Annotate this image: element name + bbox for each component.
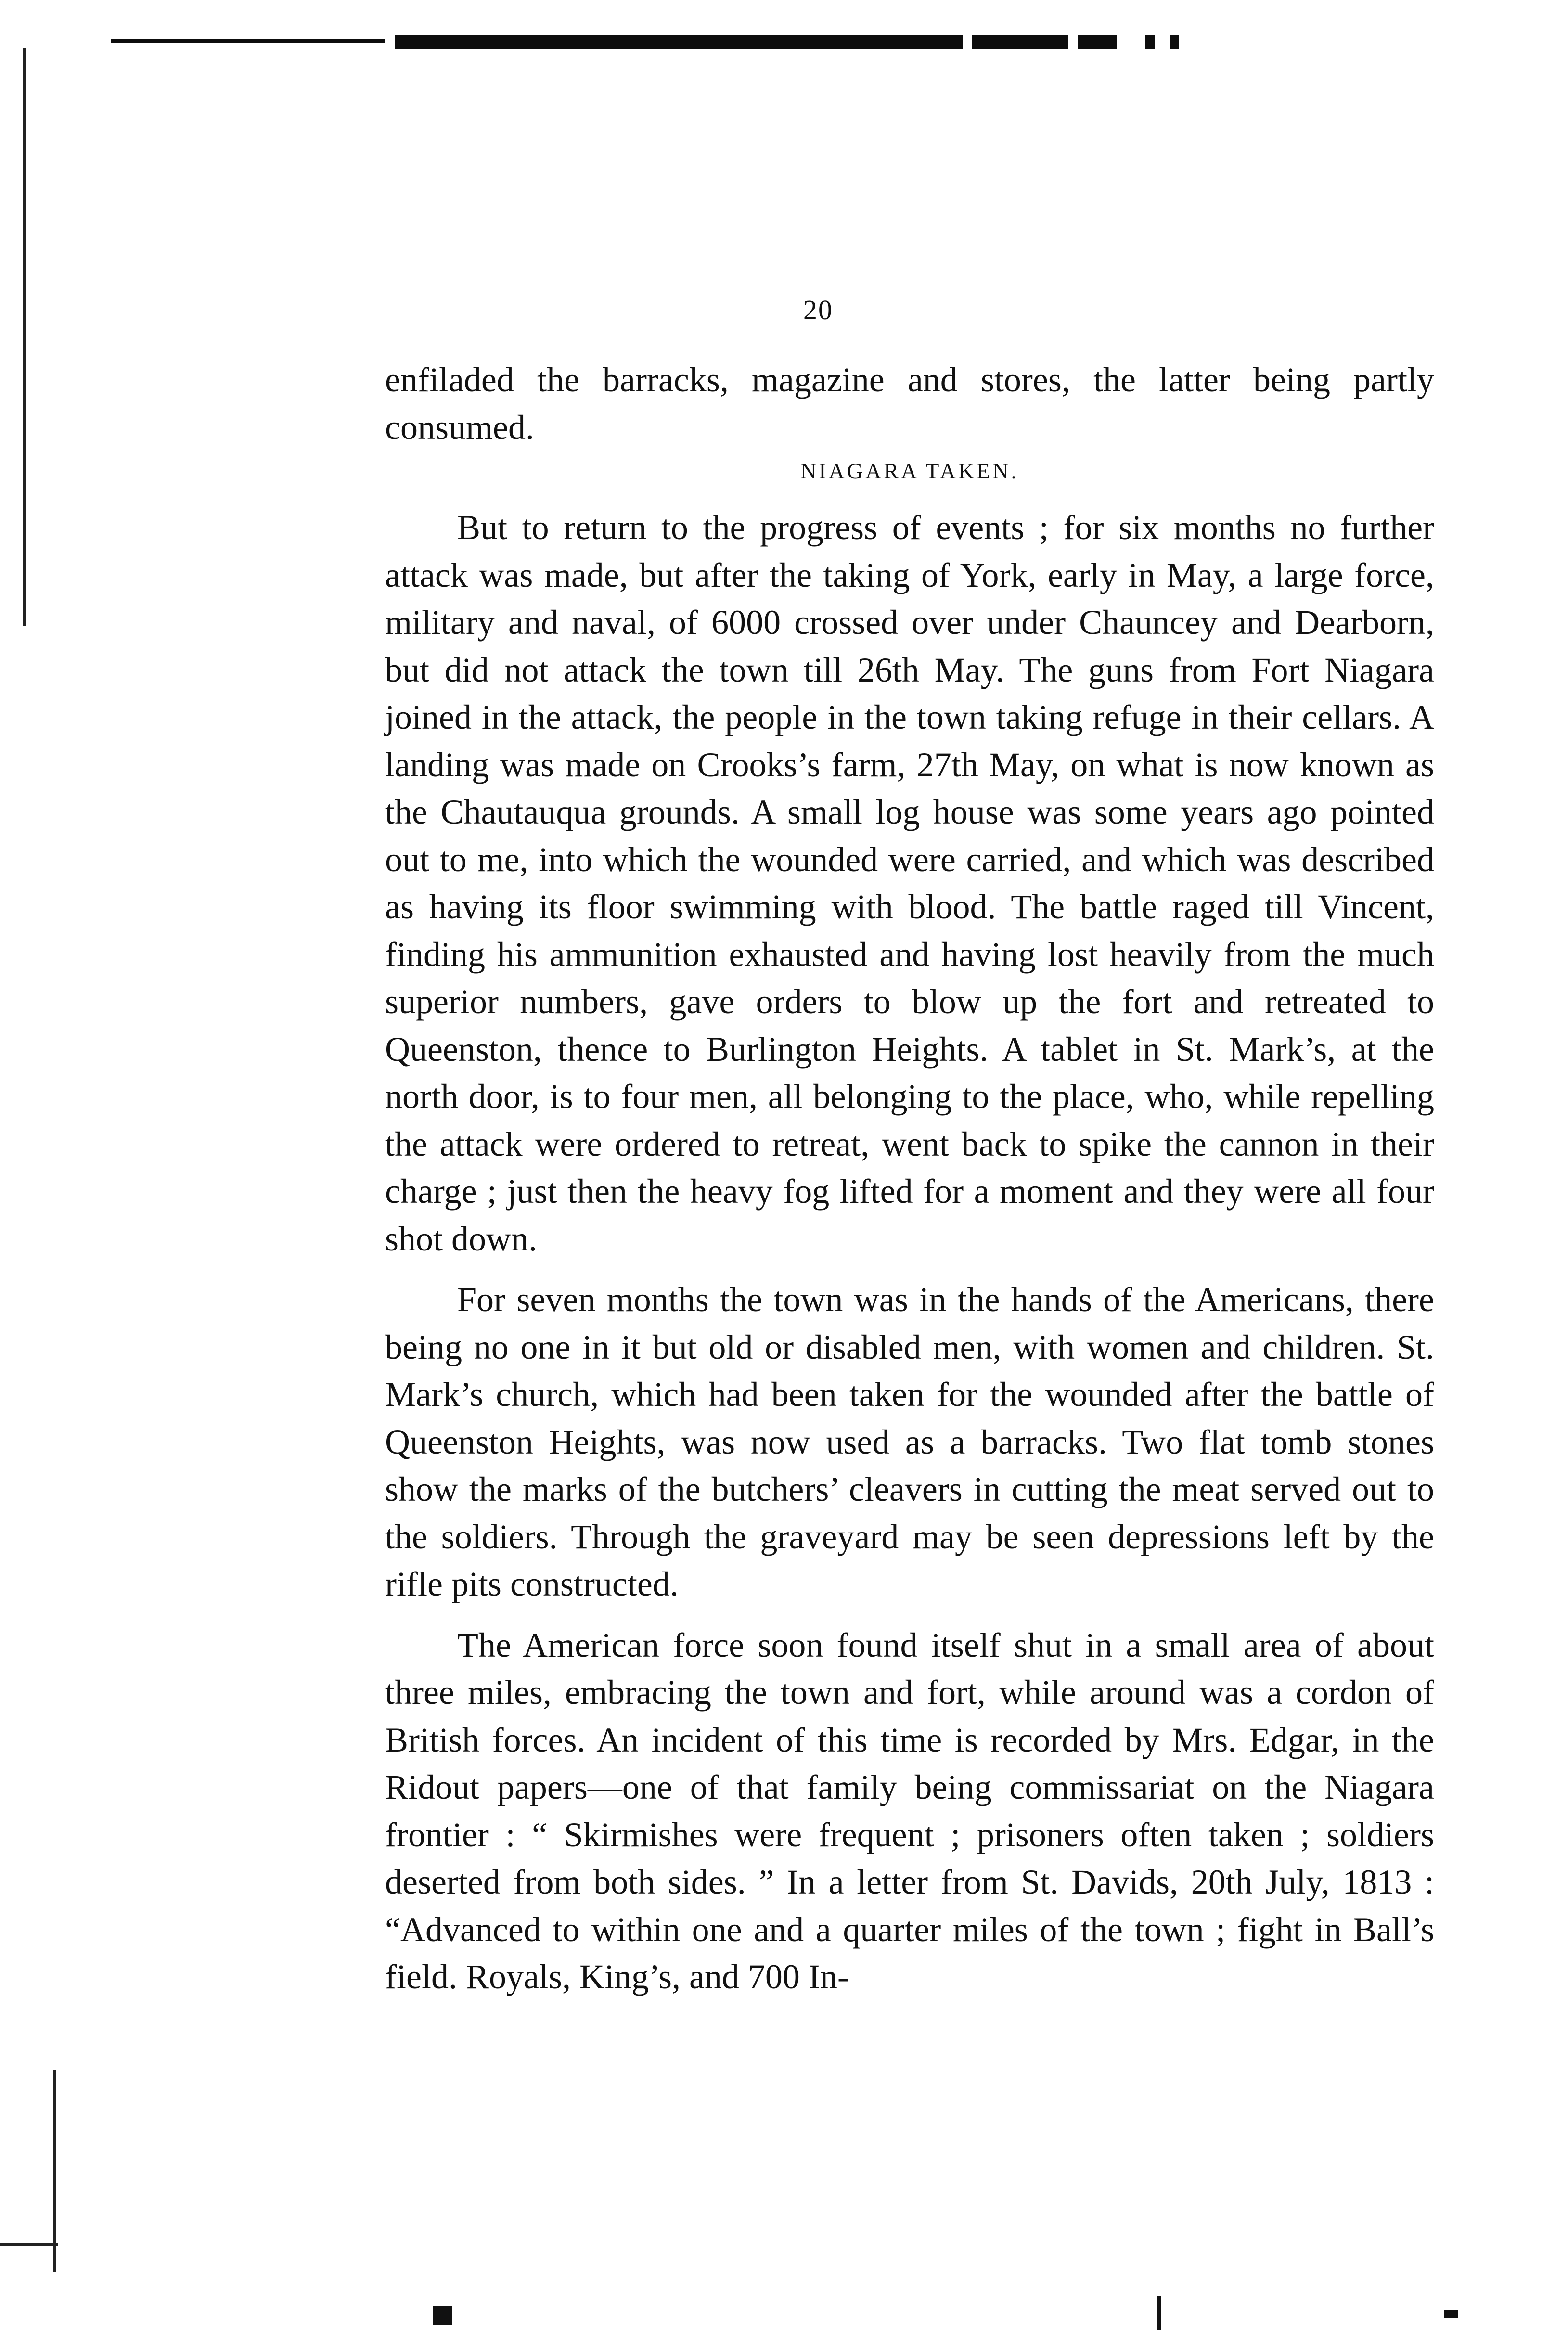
scan-edge-left	[0, 0, 72, 2345]
paragraph: For seven months the town was in the hands of the Americans, there being no one in it but old or disabled men, with women and children. St. Mark’s church, which had been taken for the wounded after the battle of Queenston Heights, was now used as a barracks. Two flat tomb stones show the marks of the butchers’ cleavers in cutting the meat served out to the soldiers. Through the graveyard may be seen depressions left by the rifle pits constructed.	[385, 1280, 1434, 1603]
scan-mark	[1157, 2296, 1161, 2330]
scan-line	[0, 2243, 58, 2246]
paragraph-continued: enfiladed the barracks, magazine and stores, the latter being partly consumed.	[385, 361, 1434, 447]
body-text	[385, 356, 1434, 2001]
scan-bar	[111, 39, 385, 43]
paragraph: But to return to the progress of events ; for six months no further attack was made, but after the taking of York, early in May, a large force, military and naval, of 6000 crossed over under Chauncey and Dearborn, but did not attack the town till 26th May. The guns from Fort Niagara joined in the attack, the people in the town taking refuge in their cellars. A landing was made on Crooks’s farm, 27th May, on what is now known as the Chautauqua grounds. A small log house was some years ago pointed out to me, into which the wounded were carried, and which was described as having its floor swimming with blood. The battle raged till Vincent, finding his ammunition exhausted and having lost heavily from the much superior numbers, gave orders to blow up the fort and retreated to Queenston, thence to Burlington Heights. A tablet in St. Mark’s, at the north door, is to four men, all belonging to the place, who, while repelling the attack were ordered to retreat, went back to spike the cannon in their charge ; just then the heavy fog lifted for a moment and they were all four shot down.	[385, 508, 1434, 1258]
scan-bar	[972, 35, 1068, 49]
section-heading: NIAGARA TAKEN.	[800, 459, 1019, 483]
scan-edge-top	[0, 0, 1568, 63]
page-number: 20	[803, 294, 833, 325]
scan-line	[23, 48, 26, 626]
scan-mark	[1444, 2310, 1458, 2318]
scan-mark	[433, 2306, 452, 2325]
scan-line	[53, 2070, 56, 2272]
scan-bar	[1145, 35, 1155, 49]
paragraph: The American force soon found itself shut in a small area of about three miles, embracing the town and fort, while around was a cordon of British forces. An incident of this time is recorded by Mrs. Edgar, in the Ridout papers—one of that family being commissariat on the Niagara frontier : “ Skirmishes were frequent ; prisoners often taken ; soldiers deserted from both sides. ” In a letter from St. Davids, 20th July, 1813 : “Advanced to within one and a quarter miles of the town ; fight in Ball’s field. Royals, King’s, and 700 In-	[385, 1625, 1434, 1996]
scan-bar	[395, 35, 963, 49]
scan-bar	[1170, 35, 1179, 49]
scan-bar	[1078, 35, 1117, 49]
